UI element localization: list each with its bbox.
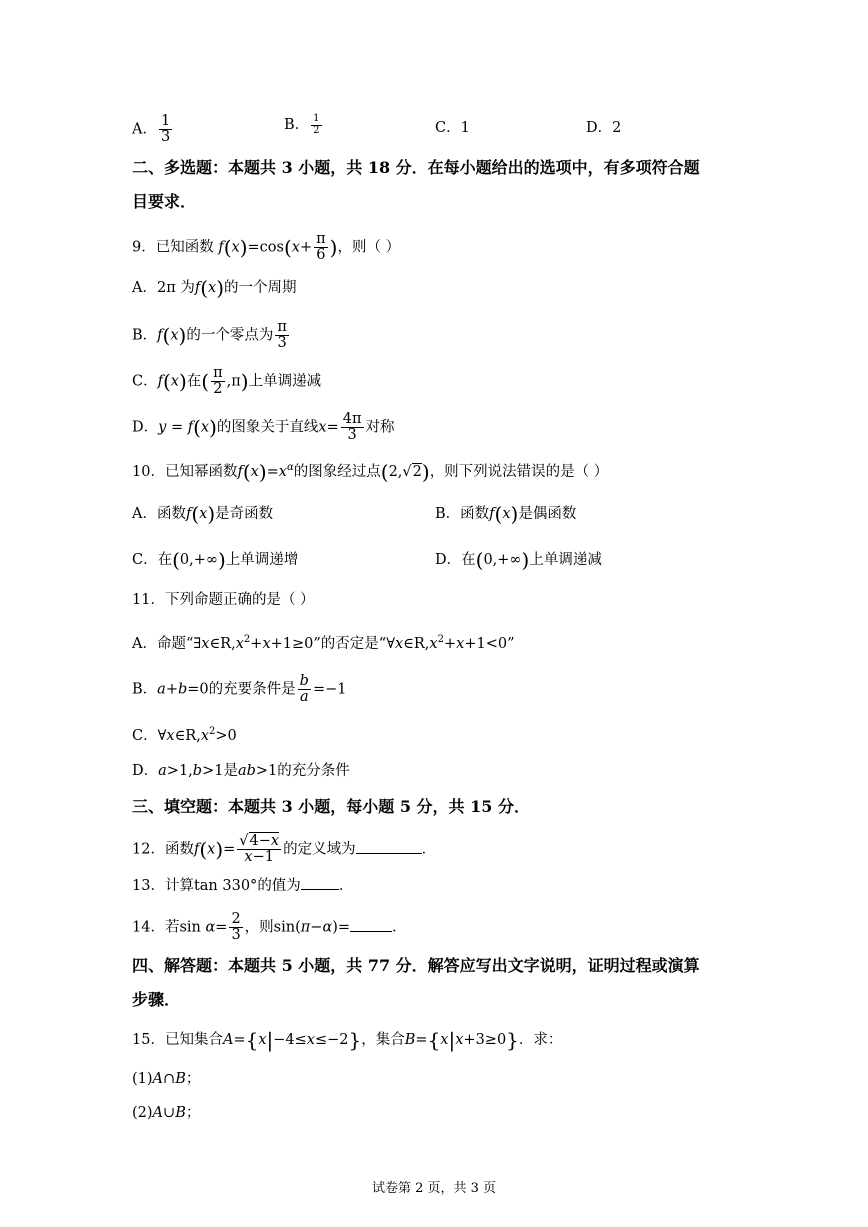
q15-stem: 15．已知集合A={x|−4≤x≤−2}，集合B={x|x+3≥0}．求： <box>132 1028 563 1052</box>
q9-option-a: A．2π 为f(x)的一个周期 <box>132 276 297 300</box>
q8-option-b: B． $\frac{1}{2}$ <box>284 113 320 136</box>
q13-answer-blank[interactable] <box>301 879 339 890</box>
q8-option-d: D．2 <box>586 120 622 136</box>
section-4-heading-cont: 步骤． <box>132 990 181 1009</box>
q11-option-c: C．$\forall x\in R,x^2>0$ <box>132 726 237 744</box>
section-2-heading-cont: 目要求． <box>132 192 197 211</box>
q10-stem: 10．已知幂函数$f(x)=x^\alpha$的图象经过点(2,√2)，则下列说法错误的是（ ） <box>132 459 609 484</box>
q12-answer-blank[interactable] <box>356 843 422 854</box>
q11-option-a: A．命题“$\exists x\in R,x^2+x+1\ge 0$”的否定是“$\forall x\in R,x^2+x+1<0$” <box>132 634 515 652</box>
q11-stem: 11．下列命题正确的是（ ） <box>132 592 315 608</box>
q8-option-c: C．1 <box>435 120 470 136</box>
q10-option-b: B．函数f(x)是偶函数 <box>435 502 577 526</box>
q11-option-b: B．a+b=0的充要条件是 $\frac{b}{a}$ =−1 <box>132 673 347 706</box>
q10-option-d: D．在(0,+∞)上单调递减 <box>435 548 602 572</box>
q9-option-b: B．f(x)的一个零点为 $\frac{\pi}{3}$ <box>132 319 287 352</box>
q10-option-a: A．函数f(x)是奇函数 <box>132 502 274 526</box>
q9-stem: 9．已知函数 f(x)=cos(x+ $\frac{\pi}{6}$ )，则（ ） <box>132 231 401 264</box>
section-2-heading: 二、多选题：本题共 3 小题，共 18 分．在每小题给出的选项中，有多项符合题 <box>132 158 700 177</box>
q9-option-c: C．f(x)在( $\frac{\pi}{2}$ ,π)上单调递减 <box>132 365 322 398</box>
q14-answer-blank[interactable] <box>350 921 392 932</box>
q8-option-a: A． $\frac{1}{3}$ <box>132 113 171 146</box>
q14: 14．若sin α= $\frac{2}{3}$ ，则sin(π−α)= ． <box>132 911 407 944</box>
section-4-heading: 四、解答题：本题共 5 小题，共 77 分．解答应写出文字说明，证明过程或演算 <box>132 956 700 975</box>
page-footer: 试卷第 2 页，共 3 页 <box>371 1181 497 1196</box>
q13: 13．计算tan 330°的值为 ． <box>132 878 354 894</box>
q15-part-2: (2)A∪B； <box>132 1105 201 1121</box>
q15-part-1: (1)A∩B； <box>132 1071 201 1087</box>
q12: 12．函数f(x)= $\frac{√4-x}{x-1}$ 的定义域为 ． <box>132 833 437 866</box>
q10-option-c: C．在(0,+∞)上单调递增 <box>132 548 299 572</box>
q11-option-d: D．a>1,b>1是ab>1的充分条件 <box>132 763 350 779</box>
q9-option-d: D．y = f(x)的图象关于直线x= $\frac{4\pi}{3}$ 对称 <box>132 411 395 444</box>
section-3-heading: 三、填空题：本题共 3 小题，每小题 5 分，共 15 分． <box>132 797 530 816</box>
